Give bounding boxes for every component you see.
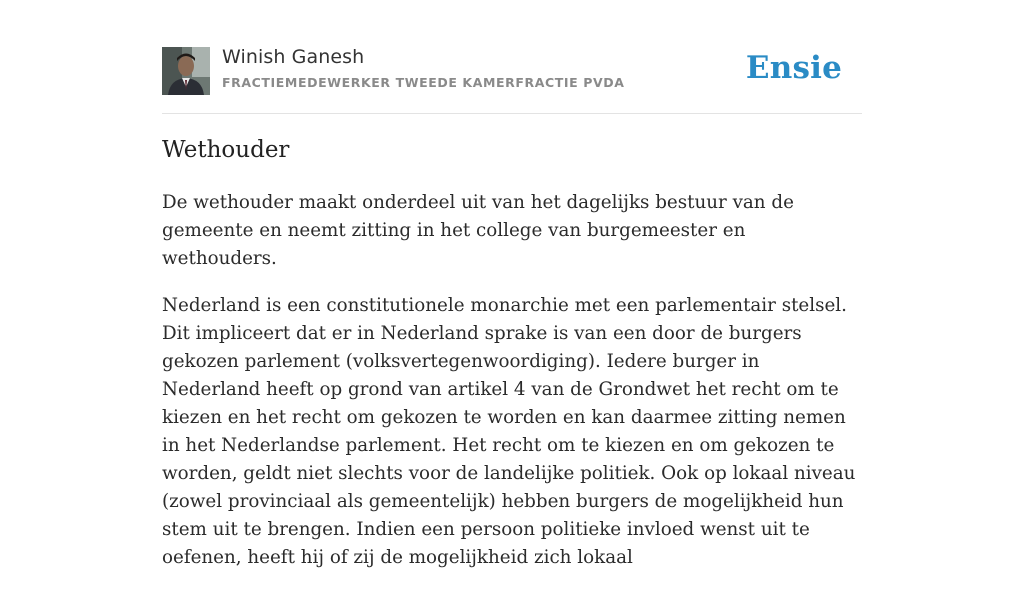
article-paragraph-1: De wethouder maakt onderdeel uit van het dagelijks bestuur van de gemeente en neemt zitting in het college van burgemeester en wethouders. [162,192,794,269]
article-body [162,189,862,591]
article-paragraph-2: Nederland is een constitutionele monarchie met een parlementair stelsel. Dit impliceert dat er in Nederland sprake is van een door de burgers gekozen parlement (volksvertegenwoordiging). Iedere burger in Nederland heeft op grond van artikel 4 van de Grondwet het recht om te kiezen en het recht om gekozen te worden en kan daarmee zitting nemen in het Nederlandse parlement. Het recht om te kiezen en om gekozen te worden, geldt niet slechts voor de landelijke politiek. Ook op lokaal niveau (zowel provinciaal als gemeentelijk) hebben burgers de mogelijkheid hun stem uit te brengen. Indien een persoon politieke invloed wenst uit te oefenen, heeft hij of zij de mogelijkheid zich lokaal [162,295,856,568]
ensie-logo[interactable]: Ensie [745,50,842,86]
header-divider [162,113,862,114]
article-title: Wethouder [162,137,290,163]
author-name[interactable]: Winish Ganesh [222,46,365,68]
author-header [162,46,862,96]
author-role: FRACTIEMEDEWERKER TWEEDE KAMERFRACTIE PVDA [222,75,625,90]
author-avatar[interactable] [162,47,210,95]
